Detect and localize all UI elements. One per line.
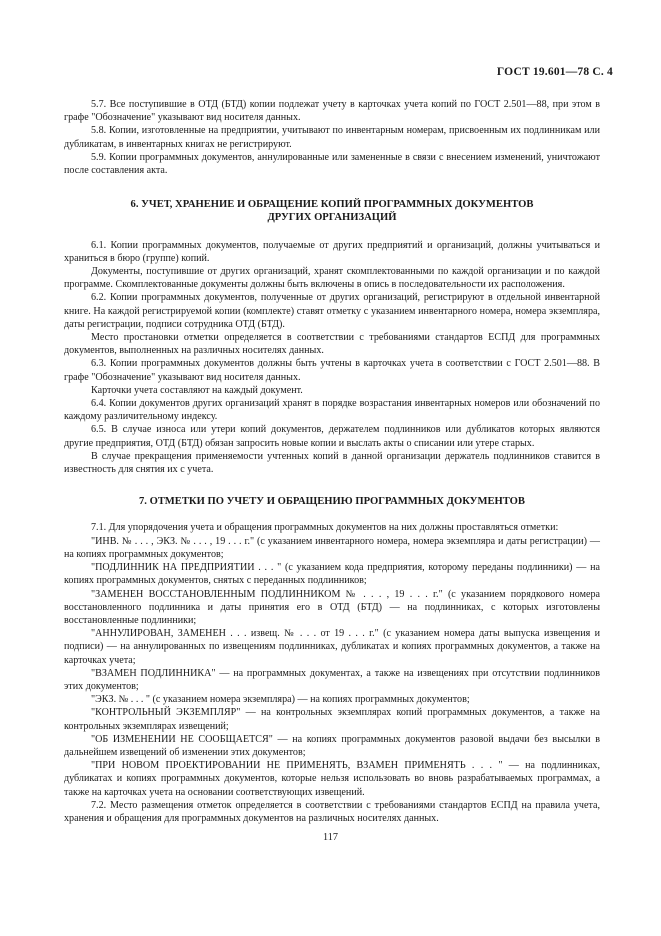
document-body <box>64 98 600 825</box>
paragraph-6-2: 6.2. Копии программных документов, полученные от других организаций, регистрируют в отдельной инвентарной книге. На каждой регистрируемой копии (комплекте) ставят отметку с указанием инвентарного номера, номера экземпляра, даты регистрации, подписи сотрудника ОТД (БТД). <box>64 292 600 330</box>
mark-annulled-replaced: "АННУЛИРОВАН, ЗАМЕНЕН . . . извещ. № . . . от 19 . . . г." (с указанием номера даты выпуска извещения и подписи) — на аннулированных по извещениям подлинниках, дубликатах и копиях программных документов, а также на карточках учета; <box>64 628 600 666</box>
mark-inv-number: "ИНВ. № . . . , ЭКЗ. № . . . , 19 . . . г." (с указанием инвентарного номера, номера экземпляра и даты регистрации) — на копиях программных документов; <box>64 535 600 560</box>
paragraph-6-2-b: Место простановки отметки определяется в соответствии с требованиями стандартов ЕСПД для программных документов, выполненных на различных носителях данных. <box>64 332 600 357</box>
section-7-heading: 7. ОТМЕТКИ ПО УЧЕТУ И ОБРАЩЕНИЮ ПРОГРАММНЫХ ДОКУМЕНТОВ <box>139 496 525 508</box>
page-header: ГОСТ 19.601—78 С. 4 <box>496 66 613 78</box>
mark-original-at-enterprise: "ПОДЛИННИК НА ПРЕДПРИЯТИИ . . . " (с указанием кода предприятия, которому переданы подлинники) — на копиях программных документов, снятых с переданных подлинников; <box>64 562 600 587</box>
paragraph-7-1: 7.1. Для упорядочения учета и обращения программных документов на них должны проставляться отметки: <box>91 522 559 534</box>
paragraph-6-5-b: В случае прекращения применяемости учтенных копий в данной организации держатель подлинников ставится в известность для снятия их с учета. <box>64 450 600 476</box>
paragraph-6-1: 6.1. Копии программных документов, получаемые от других предприятий и организаций, должны учитываться и храниться в бюро (группе) копий. <box>64 239 600 264</box>
mark-change-not-reported: "ОБ ИЗМЕНЕНИИ НЕ СООБЩАЕТСЯ" — на копиях программных документов разовой выдачи без высылки в дальнейшем извещений об изменении этих документов; <box>64 733 600 758</box>
mark-instead-of-original: "ВЗАМЕН ПОДЛИННИКА" — на программных документах, а также на извещениях при отсутствии подлинников этих документов; <box>64 667 600 692</box>
section-6-heading <box>64 198 600 224</box>
paragraph-5-7: 5.7. Все поступившие в ОТД (БТД) копии подлежат учету в карточках учета копий по ГОСТ 2.501—88, при этом в графе "Обозначение" указывают вид носителя данных. <box>64 99 600 124</box>
paragraph-5-9: 5.9. Копии программных документов, аннулированные или замененные в связи с внесением изменений, уничтожают после составления акта. <box>64 151 600 177</box>
paragraph-6-4: 6.4. Копии документов других организаций хранят в порядке возрастания инвентарных номеров или обозначений по каждому различительному индексу. <box>64 398 600 423</box>
section-6-heading-line1: 6. УЧЕТ, ХРАНЕНИЕ И ОБРАЩЕНИЕ КОПИЙ ПРОГРАММНЫХ ДОКУМЕНТОВ <box>130 199 534 211</box>
paragraph-6-1-b: Документы, поступившие от других организаций, хранят скомплектованными по каждой организации и по каждой программе. Скомплектованные документы должны быть включены в опись в последовательности их расположения. <box>64 266 600 291</box>
paragraph-6-3: 6.3. Копии программных документов должны быть учтены в карточках учета в соответствии с ГОСТ 2.501—88. В графе "Обозначение" указывают вид носителя данных. <box>64 358 600 383</box>
mark-copy-number: "ЭКЗ. № . . . " (с указанием номера экземпляра) — на копиях программных документов; <box>91 694 470 706</box>
mark-control-copy: "КОНТРОЛЬНЫЙ ЭКЗЕМПЛЯР" — на контрольных экземплярах копий программных документов, а также на контрольных экземплярах извещений; <box>64 707 600 732</box>
paragraph-7-2: 7.2. Место размещения отметок определяется в соответствии с требованиями стандартов ЕСПД на правила учета, хранения и обращения для программных документов на различных носителях данных. <box>64 799 600 824</box>
mark-not-for-new-design: "ПРИ НОВОМ ПРОЕКТИРОВАНИИ НЕ ПРИМЕНЯТЬ, ВЗАМЕН ПРИМЕНЯТЬ . . . " — на подлинниках, дубликатах и копиях программных документов, которые нельзя использовать во вновь разрабатываемых программах, а также на карточках учета на основании соответствующих извещений. <box>64 760 600 798</box>
section-6-heading-line2: ДРУГИХ ОРГАНИЗАЦИЙ <box>267 212 397 224</box>
page-number: 117 <box>323 832 338 843</box>
mark-replaced-restored: "ЗАМЕНЕН ВОССТАНОВЛЕННЫМ ПОДЛИННИКОМ № . . . , 19 . . . г." (с указанием порядкового номера восстановленного подлинника и даты принятия его в ОТД (БТД) — на подлинниках, с которых изготовлены восстановленные подлинники; <box>64 588 600 626</box>
paragraph-5-8: 5.8. Копии, изготовленные на предприятии, учитывают по инвентарным номерам, присвоенным их подлинникам или дубликатам, в инвентарных книгах не регистрируют. <box>64 125 600 150</box>
paragraph-6-5: 6.5. В случае износа или утери копий документов, держателем подлинников или дубликатов которых являются другие предприятия, ОТД (БТД) обязан запросить новые копии и выслать акты о списании или утере старых. <box>64 424 600 449</box>
paragraph-6-3-b: Карточки учета составляют на каждый документ. <box>91 384 303 396</box>
